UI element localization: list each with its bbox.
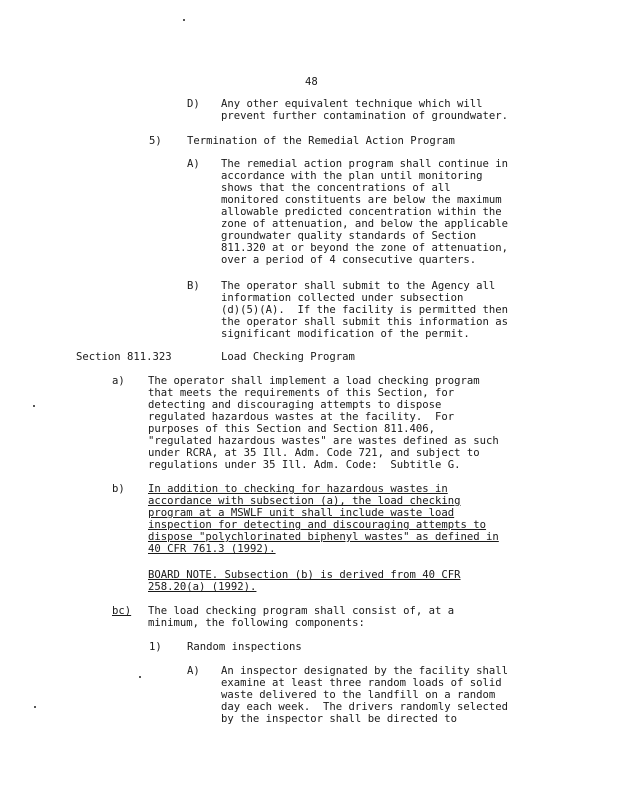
text-line: purposes of this Section and Section 811.406, <box>148 423 436 435</box>
inserted-text-line: 40 CFR 761.3 (1992). <box>148 543 276 555</box>
item-label: A) <box>187 158 200 170</box>
scan-speck <box>34 706 36 708</box>
page-number: 48 <box>305 76 318 88</box>
text-line: prevent further contamination of groundwater. <box>221 110 509 122</box>
text-line: by the inspector shall be directed to <box>221 713 457 725</box>
text-line: accordance with the plan until monitoring <box>221 170 483 182</box>
text-line: waste delivered to the landfill on a random <box>221 689 496 701</box>
text-line: The load checking program shall consist of, at a <box>148 605 455 617</box>
text-line: the operator shall submit this information as <box>221 316 509 328</box>
item-label: 1) <box>149 641 162 653</box>
item-title: Random inspections <box>187 641 302 653</box>
section-title: Load Checking Program <box>221 351 355 363</box>
board-note-line: BOARD NOTE. Subsection (b) is derived from 40 CFR <box>148 569 461 581</box>
text-line: The remedial action program shall continue in <box>221 158 509 170</box>
inserted-text-line: accordance with subsection (a), the load checking <box>148 495 461 507</box>
item-label: a) <box>112 375 125 387</box>
text-line: day each week. The drivers randomly selected <box>221 701 509 713</box>
inserted-text-line: In addition to checking for hazardous wastes in <box>148 483 448 495</box>
text-line: zone of attenuation, and below the applicable <box>221 218 509 230</box>
text-line: 811.320 at or beyond the zone of attenuation, <box>221 242 509 254</box>
text-line: groundwater quality standards of Section <box>221 230 477 242</box>
inserted-text-line: inspection for detecting and discouraging attempts to <box>148 519 487 531</box>
item-label: 5) <box>149 135 162 147</box>
text-line: shows that the concentrations of all <box>221 182 451 194</box>
text-line: significant modification of the permit. <box>221 328 470 340</box>
item-label: A) <box>187 665 200 677</box>
item-label: bc) <box>112 605 132 617</box>
text-line: regulated hazardous wastes at the facility. For <box>148 411 455 423</box>
scan-speck <box>33 405 35 407</box>
section-number: Section 811.323 <box>76 351 172 363</box>
text-line: monitored constituents are below the maximum <box>221 194 502 206</box>
text-line: Any other equivalent technique which will <box>221 98 483 110</box>
inserted-text-line: dispose "polychlorinated biphenyl wastes" as defined in <box>148 531 499 543</box>
text-line: regulations under 35 Ill. Adm. Code: Subtitle G. <box>148 459 461 471</box>
scan-speck <box>139 676 141 678</box>
text-line: The operator shall implement a load checking program <box>148 375 480 387</box>
inserted-text-line: program at a MSWLF unit shall include waste load <box>148 507 455 519</box>
item-label: b) <box>112 483 125 495</box>
text-line: "regulated hazardous wastes" are wastes defined as such <box>148 435 499 447</box>
item-label: D) <box>187 98 200 110</box>
scan-speck <box>183 19 185 21</box>
item-title: Termination of the Remedial Action Program <box>187 135 455 147</box>
text-line: detecting and discouraging attempts to dispose <box>148 399 442 411</box>
text-line: (d)(5)(A). If the facility is permitted then <box>221 304 509 316</box>
text-line: over a period of 4 consecutive quarters. <box>221 254 477 266</box>
text-line: under RCRA, at 35 Ill. Adm. Code 721, and subject to <box>148 447 480 459</box>
text-line: that meets the requirements of this Section, for <box>148 387 455 399</box>
text-line: An inspector designated by the facility shall <box>221 665 509 677</box>
text-line: examine at least three random loads of solid <box>221 677 502 689</box>
text-line: allowable predicted concentration within the <box>221 206 502 218</box>
board-note-line: 258.20(a) (1992). <box>148 581 257 593</box>
text-line: minimum, the following components: <box>148 617 365 629</box>
text-line: information collected under subsection <box>221 292 464 304</box>
item-label: B) <box>187 280 200 292</box>
text-line: The operator shall submit to the Agency all <box>221 280 496 292</box>
